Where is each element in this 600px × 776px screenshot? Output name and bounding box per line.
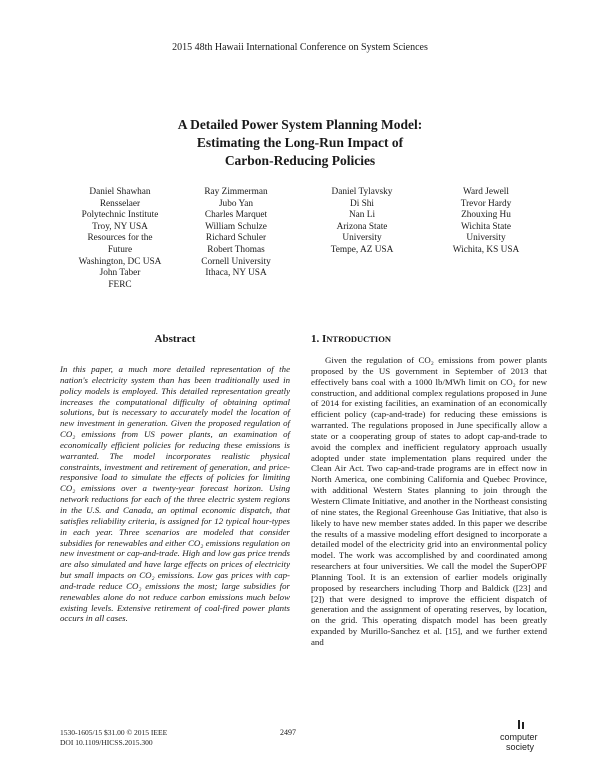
author-line: Wichita State	[461, 221, 511, 232]
author-line: University	[342, 233, 382, 244]
author-line: Rensselaer	[99, 198, 141, 209]
conference-header: 2015 48th Hawaii International Conference on System Sciences	[172, 42, 428, 53]
title-line: A Detailed Power System Planning Model:	[177, 117, 423, 132]
abstract-heading: Abstract	[154, 333, 196, 345]
computer-society-logo-icon	[496, 718, 544, 758]
author-line: Daniel Tylavsky	[331, 187, 393, 197]
author-line: Arizona State	[336, 221, 388, 232]
introduction-heading	[311, 333, 391, 345]
author-line: Di Shi	[349, 198, 375, 209]
author-line: Robert Thomas	[207, 244, 265, 255]
author-block-rpi	[60, 187, 180, 291]
author-block-wichita	[426, 187, 546, 257]
author-line: Jubo Yan	[218, 198, 254, 209]
author-line: Charles Marquet	[204, 210, 268, 221]
computer-society-logo	[496, 718, 544, 758]
footer-identifiers	[60, 728, 167, 747]
intro-heading-number: 1.	[311, 333, 322, 345]
author-line: Nan Li	[348, 210, 376, 221]
author-line: Trevor Hardy	[460, 198, 512, 209]
author-block-asu	[302, 187, 422, 257]
author-line: University	[466, 233, 506, 244]
intro-heading-rest: NTRODUCTION	[326, 334, 391, 344]
author-line: John Taber	[99, 268, 141, 279]
title-line: Carbon-Reducing Policies	[224, 153, 376, 168]
author-line: Wichita, KS USA	[452, 244, 520, 255]
introduction-text: Given the regulation of CO₂ emissions from power plants proposed by the US government in September of 2013 that effectively bans coal with a 1000 lb/MWh limit on CO₂ for new construction, and additional complex regulations proposed in June of 2014 for existing facilities, an examination of an economically efficient policy (cap-and-trade) for reducing these emissions is warranted. The regulations proposed in June specifically allow a state or a cooperating group of states to adopt cap-and-trade to avoid the complex and inefficient regulatory approach usually adopted under state implementation plans required under the Clean Air Act. Two cap-and-trade programs are in effect now in North America, one combining California and Quebec Province, with additional Western States planning to join through the Western Climate Initiative, and another in the Northeast consisting of nine states, the Regional Greenhouse Gas Initiative, that also is likely to have new member states added. In this paper we describe the results of a massive modeling effort designed to incorporate a detailed model of the electricity grid into an environmental policy model. The work was accomplished by and coordinated among researchers at four universities. We call the model the SuperOPF Planning Tool. It is an extension of earlier models originally proposed by researchers including Thorp and Baldick ([23] and [2]) that were designed to improve the efficient dispatch of generation and the assignment of operating reserves, by location, on the grid. This operating dispatch model has been greatly expanded by Murillo-Sanchez et al. [15], and we further extend and	[311, 355, 547, 647]
footer-doi: DOI 10.1109/HICSS.2015.300	[60, 737, 153, 747]
author-line: Washington, DC USA	[78, 256, 162, 267]
author-line: Ithaca, NY USA	[205, 268, 267, 279]
author-line: Tempe, AZ USA	[330, 244, 394, 255]
logo-word-society: society	[506, 742, 535, 752]
page-number: 2497	[280, 728, 296, 737]
author-block-cornell	[176, 187, 296, 280]
author-line: Ray Zimmerman	[204, 187, 268, 197]
author-line: Resources for the	[87, 233, 153, 244]
title-line: Estimating the Long-Run Impact of	[196, 135, 404, 150]
author-line: Future	[107, 244, 133, 255]
author-line: Daniel Shawhan	[89, 187, 151, 197]
author-line: Zhouxing Hu	[461, 210, 511, 221]
paper-title	[100, 116, 500, 170]
author-line: Troy, NY USA	[92, 221, 148, 232]
author-line: Ward Jewell	[463, 187, 509, 197]
author-line: FERC	[108, 279, 132, 290]
footer-issn: 1530-1605/15 $31.00 © 2015 IEEE	[60, 728, 168, 737]
intro-heading-initial: I	[322, 333, 327, 345]
abstract-text: In this paper, a much more detailed representation of the nation's electricity system than has been traditionally used in policy models is employed. This detailed representation greatly increases the computational difficulty of obtaining optimal solutions, but is necessary to accurately model the location of new investment in generation. Given the proposed regulation of CO₂ emissions from US power plants, an examination of economically efficient policies for reducing these emissions is warranted. The model incorporates realistic physical constraints, investment and retirement of generation, and price-responsive load to simulate the effects of policies for limiting CO₂ emissions over a twenty-year forecast horizon. Using network reductions for each of the three electric system regions in the U.S. and Canada, an optimal economic dispatch, that satisfies reliability criteria, is assigned for 12 typical hour-types in each year. Three scenarios are modeled that consider subsidies for renewables and either CO₂ emissions regulation on new investment or cap-and-trade. High and low gas price trends are also simulated and have large effects on prices of electricity but small impacts on CO₂ emissions. Low gas prices with cap-and-trade reduce CO₂ emissions the most; large subsidies for renewables alone do not reduce carbon emissions much below existing levels. Extensive retirement of coal-fired power plants occurs in all cases.	[60, 364, 290, 624]
logo-word-computer: computer	[500, 732, 538, 742]
author-line: William Schulze	[205, 221, 267, 232]
author-line: Polytechnic Institute	[81, 210, 159, 221]
author-line: Richard Schuler	[205, 233, 267, 244]
author-line: Cornell University	[201, 256, 271, 267]
